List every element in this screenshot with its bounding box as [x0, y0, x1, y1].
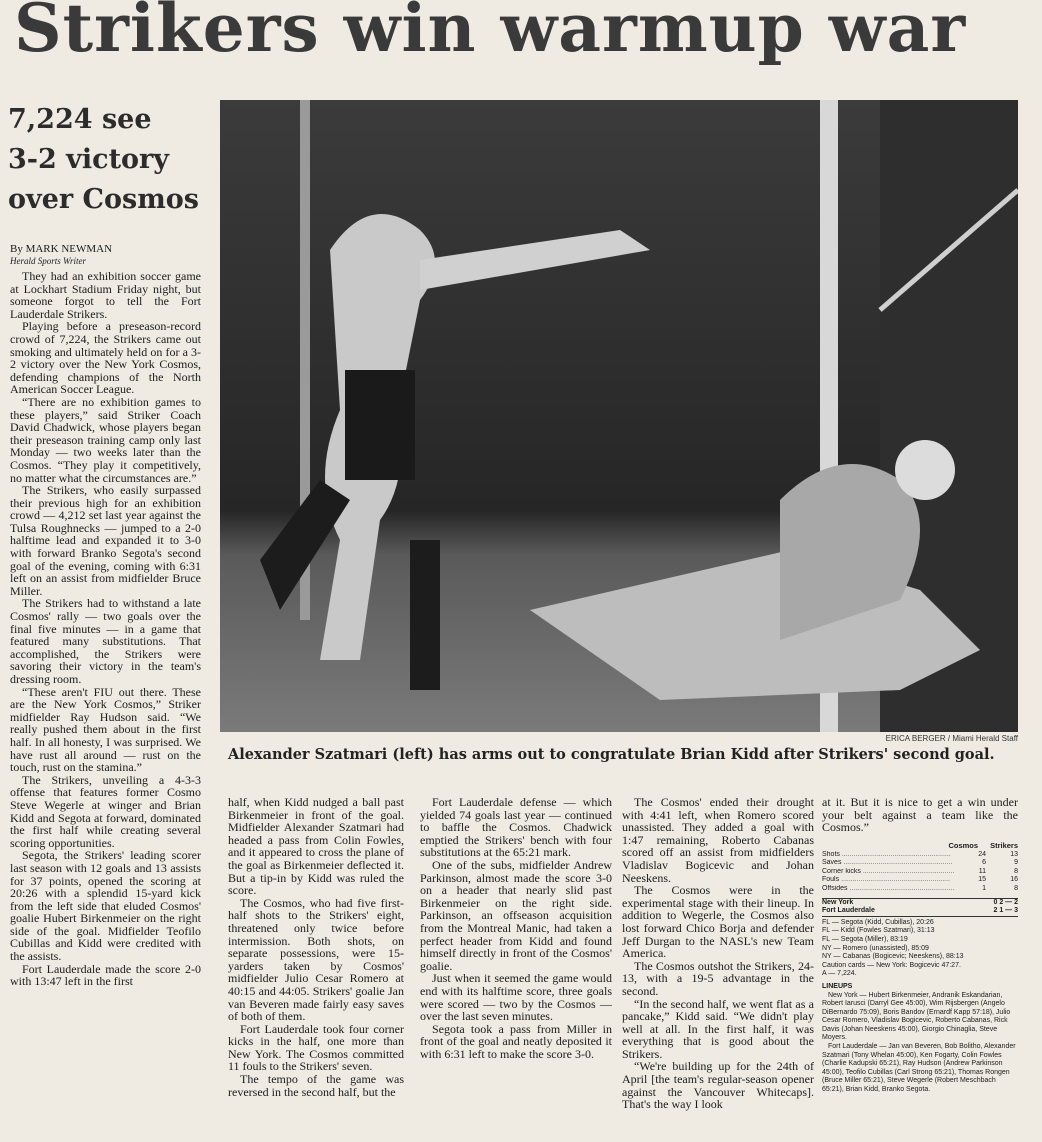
article-column-5 — [822, 796, 1018, 840]
paragraph: The tempo of the game was reversed in the second half, but the — [228, 1072, 404, 1099]
paragraph: The Strikers had to withstand a late Cosmos' rally — two goals over the final five minutes — in a game that featured many substitutions. That accomplished, the Strikers were savoring their victory in the team's dressing room. — [10, 596, 201, 686]
scoring-summary — [822, 919, 1018, 979]
news-photo — [220, 100, 1018, 732]
subheadline-line: over Cosmos — [8, 184, 199, 215]
score-line: 2 1 — 3 — [993, 907, 1018, 915]
scoring-line: FL — Kidd (Fowles Szatmari), 31:13 — [822, 927, 935, 935]
stat-label: Fouls ..... — [822, 876, 954, 885]
stat-label: Corner kicks ..... — [822, 868, 954, 877]
stat-label: Offsides ..... — [822, 885, 954, 894]
paragraph: Segota took a pass from Miller in front of the goal and neatly deposited it with 6:31 left to make the score 3-0. — [420, 1021, 612, 1061]
paragraph: Fort Lauderdale defense — which yielded 74 goals last year — continued to baffle the Cosmos. Chadwick emptied the Strikers' bench with four substitutions at the 65:21 mark. — [420, 796, 612, 860]
paragraph: “There are no exhibition games to these players,” said Striker Coach David Chadwick, whose players began their preseason training camp only last Monday — two weeks later than the Cosmos. “They play it competitively, no matter what the circumstances are.” — [10, 394, 201, 485]
scoring-line: FL — Segota (Miller), 83:19 — [822, 935, 908, 943]
score-line: 0 2 — 2 — [993, 898, 1018, 906]
scoring-line: NY — Cabanas (Bogicevic; Neeskens), 88:13 — [822, 953, 964, 961]
box-score — [822, 842, 1018, 1095]
byline — [10, 243, 215, 267]
byline-title: Herald Sports Writer — [10, 256, 87, 266]
lineup-entry: New York — Hubert Birkenmeier, Andranik Eskandarian, Robert Iarusci (Darryl Gee 45:00), Wim Rijsbergen (Angelo DiBernardo 75:09), Boris Bandov (Ernardf Kapp 57:18), Julio Cesar Romero, Vladislav Bogicevic, Roberto Cabanas, Rick Davis (Johan Neeskens 45:00), Giorgio Chinaglia, Steve Moyers. — [822, 991, 1011, 1042]
subheadline-line: 3-2 victory — [8, 144, 169, 175]
paragraph: They had an exhibition soccer game at Lockhart Stadium Friday night, but someone forgot to tell the Fort Lauderdale Strikers. — [10, 270, 201, 321]
lineups — [822, 992, 1018, 1095]
headline: Strikers win warmup war — [14, 0, 967, 67]
subheadline-line: 7,224 see — [8, 104, 152, 135]
paragraph: half, when Kidd nudged a ball past Birkenmeier in front of the goal. Midfielder Alexander Szatmari had headed a pass from Colin Fowles, and it appeared to cross the plane of the goal as Birkenmeier deflected it. But a tip-in by Kidd was ruled the score. — [228, 796, 404, 898]
stats-table — [822, 851, 1018, 894]
paragraph: at it. But it is nice to get a win under your belt against a team like the Cosmos.” — [822, 796, 1018, 835]
article-column-1 — [10, 270, 201, 1138]
paragraph: Fort Lauderdale made the score 2-0 with 13:47 left in the first — [10, 961, 201, 989]
soccer-photo-image — [220, 100, 1018, 732]
paragraph: The Cosmos' ended their drought with 4:41 left, when Romero scored unassisted. They added a goal with 1:47 remaining, Roberto Cabanas scored off an assist from midfielders Vladislav Bogicevic and Johan Neeskens. — [622, 796, 814, 885]
paragraph: “In the second half, we went flat as a pancake,” Kidd said. “We didn't play well at all. In the first half, it was everything that is good about the Strikers. — [622, 996, 814, 1061]
lineups-title: LINEUPS — [822, 982, 853, 990]
paragraph: “These aren't FIU out there. These are the New York Cosmos,” Striker midfielder Ray Hudson said. “We really pushed them about in the first half. In all honesty, I was surprised. We have rust all around — rust on the touch, rust on the stamina.” — [10, 684, 201, 775]
lineup-entry: Fort Lauderdale — Jan van Beveren, Bob Bolitho, Alexander Szatmari (Tony Whelan 45:00), Ken Fogarty, Colin Fowles (Charlie Kadupski 65:21), Ray Hudson (Andrew Parkinson 45:00), Teofilo Cubillas (Carl Strong 65:21), Thomas Rongen (Bruce Miller 65:21), Steve Wegerle (Robert Meschbach 65:21), Brian Kidd, Branko Segota. — [822, 1043, 1016, 1094]
paragraph: The Strikers, who easily surpassed their previous high for an exhibition crowd — 4,212 set last year against the Tulsa Roughnecks — jumped to a 2-0 halftime lead and expanded it to 3-0 with forward Branko Segota's second goal of the evening, coming with 6:31 left on an assist from midfielder Bruce Miller. — [10, 483, 201, 598]
stat-row — [822, 885, 1018, 894]
paragraph: Segota, the Strikers' leading scorer last season with 12 goals and 13 assists for 37 points, opened the scoring at 20:26 with a splendid 15-yard kick from the left side that eluded Cosmos' goalie Hubert Birkenmeier on the right side of the goal. Midfielder Teofilo Cubillas and Kidd were credited with the assists. — [10, 848, 201, 964]
paragraph: One of the subs, midfielder Andrew Parkinson, almost made the score 3-0 on a header that nearly slid past Birkenmeier on the right side. Parkinson, an offseason acquisition from the Montreal Manic, had taken a perfect header from Kidd and found himself directly in front of the Cosmos' goalie. — [420, 857, 612, 973]
photo-caption: Alexander Szatmari (left) has arms out to congratulate Brian Kidd after Strikers' second goal. — [228, 746, 995, 763]
photo-credit: ERICA BERGER / Miami Herald Staff — [885, 734, 1018, 743]
stat-cosmos: 11 — [978, 867, 986, 875]
scoring-line: NY — Romero (unassisted), 85:09 — [822, 944, 929, 952]
stat-cosmos: 15 — [978, 876, 986, 884]
stat-row — [822, 851, 1018, 860]
stat-strikers: 8 — [1014, 867, 1018, 875]
stat-cosmos: 6 — [982, 859, 986, 867]
scoring-line: A — 7,224. — [822, 970, 857, 978]
scoring-line: Caution cards — New York: Bogicevic 47:27. — [822, 961, 961, 969]
team-header-strikers: Strikers — [990, 841, 1018, 850]
paragraph: The Cosmos, who had five first-half shots to the Strikers' eight, threatened only twice before intermission. Both shots, on separate possessions, were 15-yarders taken by Cosmos' midfielder Julio Cesar Romero at 40:15 and 44:05. Strikers' goalie Jan van Beveren made fairly easy saves of both of them. — [228, 895, 404, 1024]
paragraph: Just when it seemed the game would end with its halftime score, three goals were scored — two by the Cosmos — over the last seven minutes. — [420, 971, 612, 1024]
stat-row — [822, 868, 1018, 877]
stat-strikers: 8 — [1014, 884, 1018, 892]
stat-row — [822, 859, 1018, 868]
article-column-4 — [622, 796, 814, 1138]
score-row — [822, 899, 1018, 908]
stat-strikers: 9 — [1014, 859, 1018, 867]
stat-strikers: 16 — [1010, 876, 1018, 884]
stat-strikers: 13 — [1010, 850, 1018, 858]
paragraph: The Strikers, unveiling a 4-3-3 offense that features former Cosmo Steve Wegerle at winger and Brian Kidd and Segota at forward, dominated the first half while creating several scoring opportunities. — [10, 772, 201, 850]
paragraph: Playing before a preseason-record crowd of 7,224, the Strikers came out smoking and ultimately held on for a 3-2 victory over the New York Cosmos, defending champions of the North American Soccer League. — [10, 319, 201, 397]
article-column-3 — [420, 796, 612, 1138]
scoring-line: FL — Segota (Kidd, Cubillas), 20:26 — [822, 918, 934, 926]
stat-row — [822, 876, 1018, 885]
byline-author: By MARK NEWMAN — [10, 243, 113, 255]
stat-cosmos: 1 — [982, 884, 986, 892]
stat-label: Saves ..... — [822, 859, 954, 868]
score-row — [822, 907, 1018, 916]
stat-cosmos: 24 — [978, 850, 986, 858]
paragraph: The Cosmos outshot the Strikers, 24-13, with a 19-5 advantage in the second. — [622, 958, 814, 998]
stat-label: Shots ..... — [822, 851, 954, 860]
score-team: New York — [822, 898, 854, 906]
paragraph: “We're building up for the 24th of April [the team's regular-season opener against the Vancouver Whitecaps]. That's the way I look — [622, 1059, 814, 1112]
paragraph: Fort Lauderdale took four corner kicks in the half, one more than New York. The Cosmos committed 11 fouls to the Strikers' seven. — [228, 1021, 404, 1074]
score-by-half — [822, 898, 1018, 917]
paragraph: The Cosmos were in the experimental stage with their lineup. In addition to Wegerle, the Cosmos also lost forward Chico Borja and defender Jeff Durgan to the NASL's new Team America. — [622, 883, 814, 961]
score-team: Fort Lauderdale — [822, 907, 875, 915]
team-header-cosmos: Cosmos — [948, 841, 979, 850]
subheadline — [8, 100, 213, 220]
box-score-header — [822, 842, 1018, 851]
article-column-2 — [228, 796, 404, 1138]
